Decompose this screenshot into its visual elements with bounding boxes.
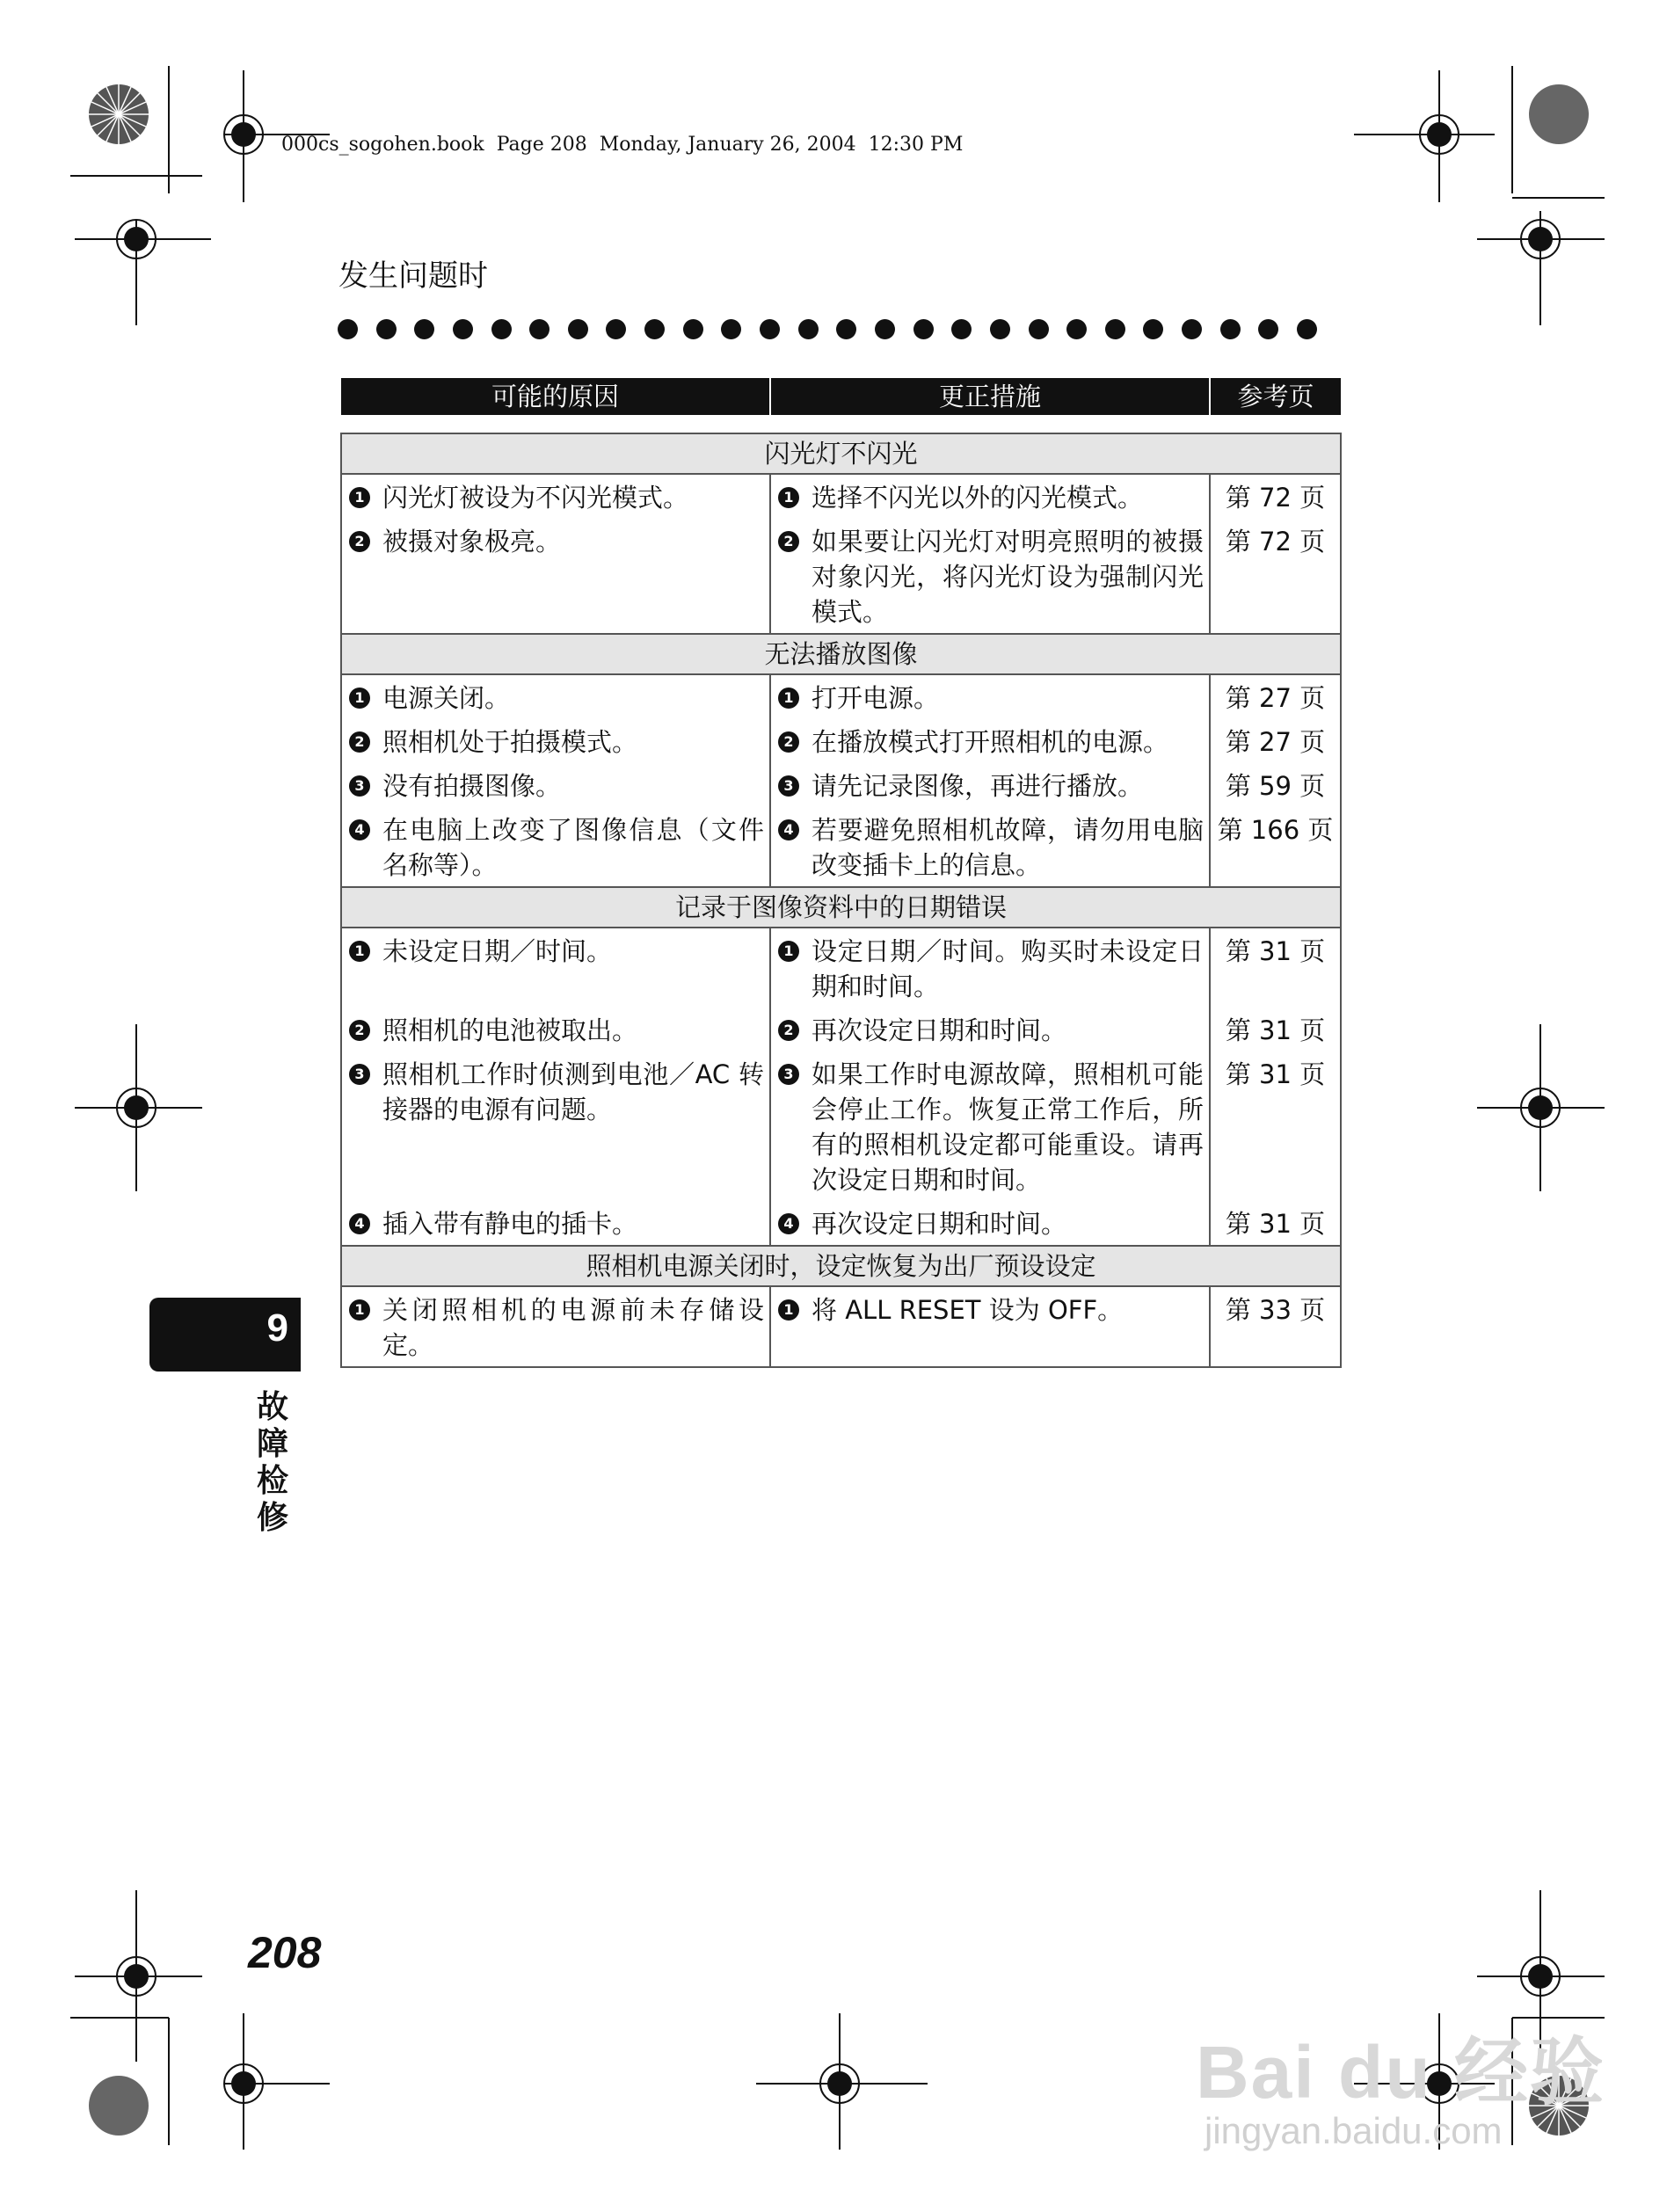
section-row — [341, 1246, 1341, 1286]
cause-text: 被摄对象极亮。 — [382, 527, 562, 557]
section-heading: 照相机电源关闭时，设定恢复为出厂预设设定 — [341, 1246, 1341, 1286]
section-row — [341, 433, 1341, 474]
table-row — [341, 1201, 1341, 1246]
fix-number-icon: 4 — [778, 819, 799, 840]
reference-cell: 第 31 页 — [1210, 1051, 1341, 1201]
divider-dot — [683, 319, 703, 339]
fix-cell — [770, 1051, 1210, 1201]
divider-dot — [568, 319, 588, 339]
fix-text: 设定日期／时间。购买时未设定日期和时间。 — [812, 936, 1204, 1001]
cause-text: 插入带有静电的插卡。 — [382, 1209, 638, 1239]
table-row — [341, 1051, 1341, 1201]
divider-dot — [1258, 319, 1278, 339]
watermark-logo: Bai du 经验 — [1196, 2031, 1606, 2114]
cause-text: 照相机处于拍摄模式。 — [382, 727, 638, 757]
fix-cell — [770, 474, 1210, 519]
table-row — [341, 474, 1341, 519]
section-heading: 记录于图像资料中的日期错误 — [341, 887, 1341, 928]
divider-dot — [1220, 319, 1241, 339]
divider-dot — [990, 319, 1010, 339]
table-row — [341, 1286, 1341, 1367]
file-header: 000cs_sogohen.book Page 208 Monday, January 26, 2004 12:30 PM — [281, 134, 964, 156]
cause-number-icon: 3 — [349, 775, 370, 797]
fix-cell — [770, 719, 1210, 763]
fix-cell — [770, 674, 1210, 719]
fix-cell — [770, 1286, 1210, 1367]
divider-dot — [951, 319, 972, 339]
divider-dot — [913, 319, 934, 339]
fix-number-icon: 1 — [778, 487, 799, 508]
section-title: 发生问题时 — [338, 258, 488, 294]
page-number: 208 — [248, 1928, 322, 1977]
cause-text: 关闭照相机的电源前未存储设定。 — [382, 1295, 764, 1360]
fix-text: 打开电源。 — [812, 683, 940, 713]
cause-number-icon: 2 — [349, 531, 370, 552]
section-heading: 闪光灯不闪光 — [341, 433, 1341, 474]
fix-text: 选择不闪光以外的闪光模式。 — [812, 483, 1144, 513]
chapter-number: 9 — [266, 1306, 288, 1350]
cause-text: 在电脑上改变了图像信息（文件名称等）。 — [382, 815, 764, 880]
fix-text: 再次设定日期和时间。 — [812, 1015, 1067, 1045]
divider-dot — [606, 319, 626, 339]
divider-dot — [453, 319, 473, 339]
fix-text: 如果要让闪光灯对明亮照明的被摄对象闪光，将闪光灯设为强制闪光模式。 — [812, 527, 1204, 627]
table-row — [341, 1008, 1341, 1051]
reference-cell: 第 72 页 — [1210, 519, 1341, 634]
dot-divider — [338, 319, 1340, 340]
cause-text: 未设定日期／时间。 — [382, 936, 613, 966]
divider-dot — [721, 319, 741, 339]
divider-dot — [491, 319, 512, 339]
cause-text: 电源关闭。 — [382, 683, 511, 713]
header-cause: 可能的原因 — [341, 378, 770, 415]
divider-dot — [1182, 319, 1202, 339]
fix-number-icon: 3 — [778, 775, 799, 797]
reference-cell: 第 59 页 — [1210, 763, 1341, 807]
cause-text: 没有拍摄图像。 — [382, 771, 562, 801]
table-row — [341, 928, 1341, 1008]
cause-number-icon: 3 — [349, 1064, 370, 1085]
fix-text: 如果工作时电源故障，照相机可能会停止工作。恢复正常工作后，所有的照相机设定都可能重设。请再次设定日期和时间。 — [812, 1059, 1204, 1195]
cause-cell — [341, 474, 770, 519]
cause-number-icon: 4 — [349, 819, 370, 840]
fix-cell — [770, 807, 1210, 887]
fix-number-icon: 2 — [778, 1020, 799, 1041]
cause-cell — [341, 807, 770, 887]
cause-number-icon: 1 — [349, 688, 370, 709]
cause-cell — [341, 1201, 770, 1246]
table-row — [341, 763, 1341, 807]
fix-cell — [770, 763, 1210, 807]
fix-number-icon: 2 — [778, 731, 799, 753]
cause-cell — [341, 1286, 770, 1367]
header-ref: 参考页 — [1210, 378, 1341, 415]
cause-number-icon: 4 — [349, 1213, 370, 1234]
fix-number-icon: 4 — [778, 1213, 799, 1234]
header-fix: 更正措施 — [770, 378, 1210, 415]
cause-cell — [341, 763, 770, 807]
fix-cell — [770, 519, 1210, 634]
fix-text: 若要避免照相机故障，请勿用电脑改变插卡上的信息。 — [812, 815, 1204, 880]
fix-number-icon: 1 — [778, 1299, 799, 1321]
divider-dot — [529, 319, 550, 339]
chapter-tab — [149, 1298, 301, 1372]
cause-text: 照相机的电池被取出。 — [382, 1015, 638, 1045]
fix-text: 将 ALL RESET 设为 OFF。 — [812, 1295, 1124, 1325]
table-row — [341, 807, 1341, 887]
divider-dot — [760, 319, 780, 339]
cause-number-icon: 2 — [349, 1020, 370, 1041]
cause-number-icon: 1 — [349, 487, 370, 508]
reference-cell: 第 31 页 — [1210, 1201, 1341, 1246]
fix-number-icon: 1 — [778, 941, 799, 962]
reference-cell: 第 31 页 — [1210, 1008, 1341, 1051]
divider-dot — [1297, 319, 1317, 339]
divider-dot — [875, 319, 895, 339]
fix-number-icon: 1 — [778, 688, 799, 709]
divider-dot — [1105, 319, 1125, 339]
fix-number-icon: 3 — [778, 1064, 799, 1085]
reference-cell: 第 166 页 — [1210, 807, 1341, 887]
section-row — [341, 887, 1341, 928]
reference-cell: 第 31 页 — [1210, 928, 1341, 1008]
cause-number-icon: 1 — [349, 941, 370, 962]
reference-cell: 第 27 页 — [1210, 674, 1341, 719]
reference-cell: 第 72 页 — [1210, 474, 1341, 519]
cause-cell — [341, 519, 770, 634]
chapter-label: 故障检修 — [256, 1389, 288, 1536]
divider-dot — [644, 319, 665, 339]
reference-cell: 第 27 页 — [1210, 719, 1341, 763]
divider-dot — [376, 319, 397, 339]
section-row — [341, 634, 1341, 674]
table-row — [341, 719, 1341, 763]
fix-text: 在播放模式打开照相机的电源。 — [812, 727, 1169, 757]
troubleshooting-table — [340, 378, 1342, 1368]
cause-cell — [341, 928, 770, 1008]
divider-dot — [414, 319, 434, 339]
cause-text: 闪光灯被设为不闪光模式。 — [382, 483, 689, 513]
cause-cell — [341, 1051, 770, 1201]
cause-cell — [341, 719, 770, 763]
cause-number-icon: 2 — [349, 731, 370, 753]
watermark-url: jingyan.baidu.com — [1205, 2110, 1503, 2151]
table-header-row — [341, 378, 1341, 415]
divider-dot — [1143, 319, 1163, 339]
cause-cell — [341, 674, 770, 719]
table-row — [341, 674, 1341, 719]
fix-cell — [770, 928, 1210, 1008]
divider-dot — [338, 319, 358, 339]
divider-dot — [1029, 319, 1049, 339]
divider-dot — [1066, 319, 1087, 339]
table-row — [341, 519, 1341, 634]
divider-dot — [798, 319, 819, 339]
section-heading: 无法播放图像 — [341, 634, 1341, 674]
cause-number-icon: 1 — [349, 1299, 370, 1321]
cause-text: 照相机工作时侦测到电池／AC 转接器的电源有问题。 — [382, 1059, 764, 1124]
fix-text: 再次设定日期和时间。 — [812, 1209, 1067, 1239]
divider-dot — [836, 319, 856, 339]
fix-cell — [770, 1008, 1210, 1051]
fix-number-icon: 2 — [778, 531, 799, 552]
fix-text: 请先记录图像，再进行播放。 — [812, 771, 1144, 801]
cause-cell — [341, 1008, 770, 1051]
fix-cell — [770, 1201, 1210, 1246]
reference-cell: 第 33 页 — [1210, 1286, 1341, 1367]
